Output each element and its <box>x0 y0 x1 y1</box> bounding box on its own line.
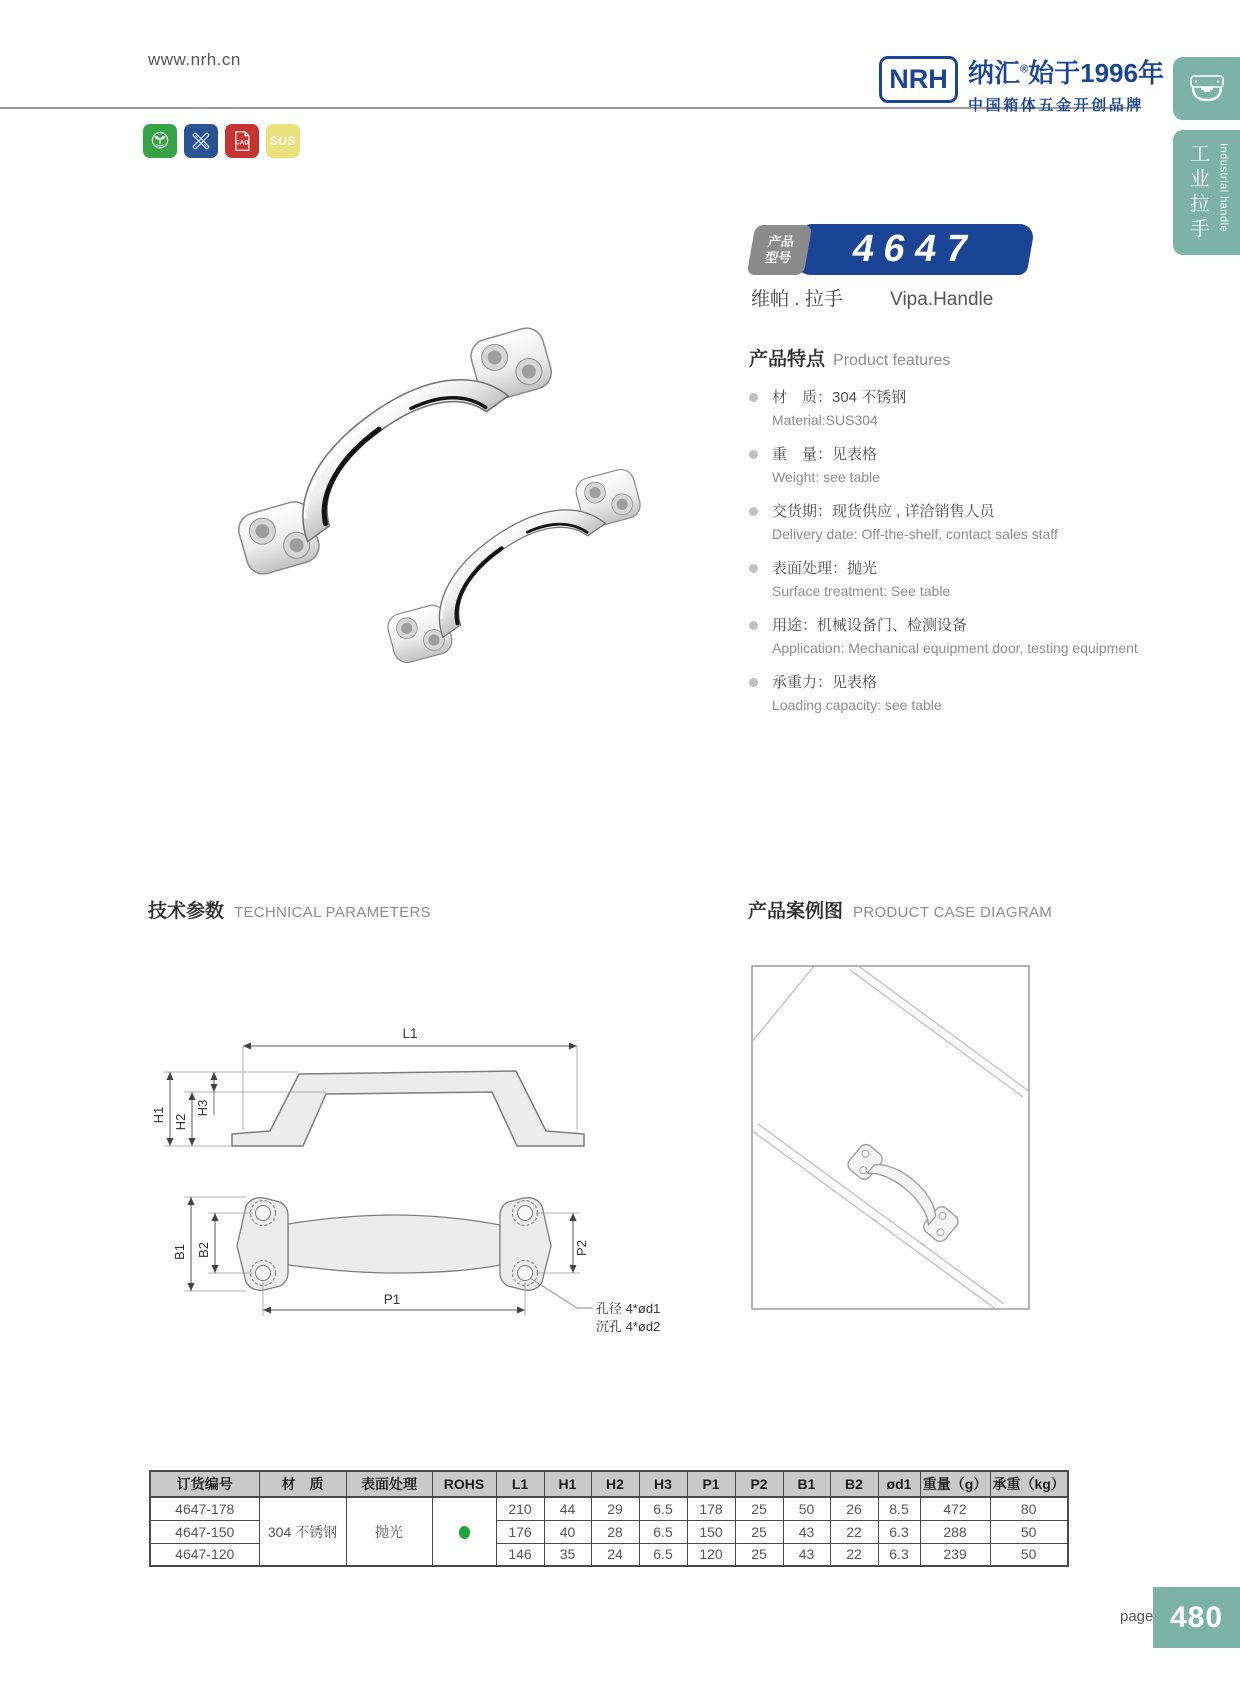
rohs-indicator <box>459 1526 470 1539</box>
spec-cell: 25 <box>735 1497 783 1520</box>
spec-cell: 44 <box>544 1497 591 1520</box>
category-tab <box>1173 130 1240 255</box>
spec-cell: 43 <box>783 1543 830 1566</box>
spec-header-cell: H2 <box>591 1471 639 1497</box>
spec-cell: 24 <box>591 1543 639 1566</box>
feature-text-cn: 交货期：现货供应 , 详洽销售人员 <box>772 503 995 520</box>
spec-cell: 29 <box>591 1497 639 1520</box>
spec-cell: 6.3 <box>878 1543 920 1566</box>
product-name-cn: 维帕 . 拉手 <box>751 289 843 310</box>
features-title-en: Product features <box>833 352 951 369</box>
features-title-cn: 产品特点 <box>749 349 826 370</box>
spec-cell: 25 <box>735 1543 783 1566</box>
spec-cell: 146 <box>496 1543 544 1566</box>
cert-icons-row <box>143 124 300 158</box>
registered-mark: ® <box>1020 63 1029 76</box>
spec-header-cell: H3 <box>639 1471 687 1497</box>
spec-table <box>149 1470 1069 1567</box>
page-label: page <box>1120 1608 1154 1625</box>
feature-item <box>749 500 1209 546</box>
spec-cell: 6.5 <box>639 1497 687 1520</box>
spec-table-header-row <box>150 1471 1068 1497</box>
feature-text-en: Delivery date: Off-the-shelf, contact sales staff <box>772 526 1058 542</box>
nrh-logo <box>879 56 958 103</box>
spec-cell: 150 <box>687 1520 735 1543</box>
spec-cell: 80 <box>990 1497 1068 1520</box>
spec-table-wrap <box>149 1470 1069 1567</box>
bullet-dot <box>749 450 758 459</box>
spec-cell: 288 <box>920 1520 990 1543</box>
website-url: www.nrh.cn <box>148 50 241 69</box>
spec-header-cell: 材 质 <box>259 1471 346 1497</box>
spec-header-cell: B2 <box>830 1471 878 1497</box>
spec-cell: 4647-178 <box>150 1497 259 1520</box>
spec-header-cell: ROHS <box>432 1471 496 1497</box>
spec-header-cell: 表面处理 <box>346 1471 432 1497</box>
svg-text:H2: H2 <box>173 1113 188 1131</box>
rohs-cell <box>432 1497 496 1566</box>
spec-cell: 22 <box>830 1520 878 1543</box>
feature-text-en: Application: Mechanical equipment door, testing equipment <box>772 640 1138 656</box>
bullet-dot <box>749 621 758 630</box>
spec-cell: 178 <box>687 1497 735 1520</box>
spec-header-cell: 订货编号 <box>150 1471 259 1497</box>
case-section-heading: 产品案例图 PRODUCT CASE DIAGRAM <box>748 901 1053 922</box>
page-number-box <box>1153 1587 1240 1648</box>
spec-cell: 239 <box>920 1543 990 1566</box>
nrh-logo-text: NRH <box>889 64 948 94</box>
spec-header-cell: 承重（kg） <box>990 1471 1068 1497</box>
spec-cell: 25 <box>735 1520 783 1543</box>
spec-cell: 4647-150 <box>150 1520 259 1543</box>
spec-cell: 304 不锈钢 <box>259 1497 346 1566</box>
features-section <box>749 344 1209 728</box>
svg-text:H3: H3 <box>195 1099 210 1117</box>
feature-item <box>749 614 1209 660</box>
spec-cell: 28 <box>591 1520 639 1543</box>
cad-icon <box>225 124 259 158</box>
spec-cell: 6.5 <box>639 1543 687 1566</box>
feature-text-en: Material:SUS304 <box>772 412 878 428</box>
model-number: 4647 <box>849 228 982 270</box>
brand-block <box>968 53 1164 115</box>
svg-text:CAD: CAD <box>235 139 249 147</box>
technical-drawing <box>140 1020 690 1350</box>
feature-item <box>749 671 1209 717</box>
spec-cell: 50 <box>990 1543 1068 1566</box>
spec-cell: 6.5 <box>639 1520 687 1543</box>
brand-subtitle: 中国箱体五金开创品牌 <box>968 97 1145 114</box>
spec-cell: 210 <box>496 1497 544 1520</box>
category-label-en: Industrial handle <box>1217 143 1230 233</box>
svg-text:P2: P2 <box>574 1240 589 1256</box>
spec-header-cell: P1 <box>687 1471 735 1497</box>
spec-cell: 抛光 <box>346 1497 432 1566</box>
product-photo <box>150 268 690 668</box>
feature-item <box>749 443 1209 489</box>
spec-cell: 120 <box>687 1543 735 1566</box>
feature-text-en: Surface treatment: See table <box>772 583 951 599</box>
product-name-en: Vipa.Handle <box>890 289 994 310</box>
feature-item <box>749 386 1209 432</box>
spec-cell: 22 <box>830 1543 878 1566</box>
svg-text:B2: B2 <box>196 1242 211 1258</box>
spec-cell: 35 <box>544 1543 591 1566</box>
spec-cell: 26 <box>830 1497 878 1520</box>
category-label-cn: 工业拉手 <box>1186 143 1209 243</box>
header-divider <box>0 107 1128 109</box>
eco-cert-icon <box>143 124 177 158</box>
brand-title: 纳汇®始于1996年 <box>968 58 1164 88</box>
svg-text:B1: B1 <box>172 1244 187 1260</box>
feature-text-en: Weight: see table <box>772 469 880 485</box>
spec-header-cell: P2 <box>735 1471 783 1497</box>
spec-cell: 50 <box>783 1497 830 1520</box>
bullet-dot <box>749 507 758 516</box>
tech-section-heading: 技术参数 TECHNICAL PARAMETERS <box>148 901 431 922</box>
feature-text-cn: 表面处理：抛光 <box>772 560 878 577</box>
spec-cell: 176 <box>496 1520 544 1543</box>
side-view <box>151 1026 584 1146</box>
spec-cell: 40 <box>544 1520 591 1543</box>
spec-header-cell: H1 <box>544 1471 591 1497</box>
spec-header-cell: 重量（g） <box>920 1471 990 1497</box>
svg-text:孔径 4*ød1: 孔径 4*ød1 <box>596 1301 661 1316</box>
bullet-dot <box>749 678 758 687</box>
spec-header-cell: ød1 <box>878 1471 920 1497</box>
spec-row <box>150 1497 1068 1520</box>
model-number-badge <box>795 224 1036 275</box>
feature-text-cn: 用途：机械设备门、检测设备 <box>772 617 968 634</box>
spec-cell: 43 <box>783 1520 830 1543</box>
spec-cell: 4647-120 <box>150 1543 259 1566</box>
spec-cell: 472 <box>920 1497 990 1520</box>
product-name <box>751 284 993 311</box>
feature-text-en: Loading capacity: see table <box>772 697 942 713</box>
bullet-dot <box>749 564 758 573</box>
page-number: 480 <box>1169 1600 1224 1634</box>
svg-text:沉孔 4*ød2: 沉孔 4*ød2 <box>596 1319 661 1334</box>
sus-icon: SUS <box>266 124 300 158</box>
features-list <box>749 386 1209 717</box>
spec-cell: 6.3 <box>878 1520 920 1543</box>
bullet-dot <box>749 393 758 402</box>
feature-text-cn: 承重力：见表格 <box>772 674 878 691</box>
spec-cell: 8.5 <box>878 1497 920 1520</box>
feature-text-cn: 材 质：304 不锈钢 <box>772 389 907 406</box>
category-tab-icon <box>1173 57 1240 120</box>
case-handle-icon <box>1188 74 1226 104</box>
top-view <box>172 1197 660 1334</box>
spec-header-cell: L1 <box>496 1471 544 1497</box>
case-diagram <box>751 965 1030 1310</box>
spec-cell: 50 <box>990 1520 1068 1543</box>
model-badge-label: 产品 型号 <box>747 225 813 275</box>
spec-table-body <box>150 1497 1068 1566</box>
tools-icon <box>184 124 218 158</box>
feature-item <box>749 557 1209 603</box>
feature-text-cn: 重 量：见表格 <box>772 446 878 463</box>
svg-text:L1: L1 <box>402 1026 418 1041</box>
spec-header-cell: B1 <box>783 1471 830 1497</box>
svg-text:H1: H1 <box>151 1106 166 1124</box>
svg-text:P1: P1 <box>383 1292 401 1307</box>
